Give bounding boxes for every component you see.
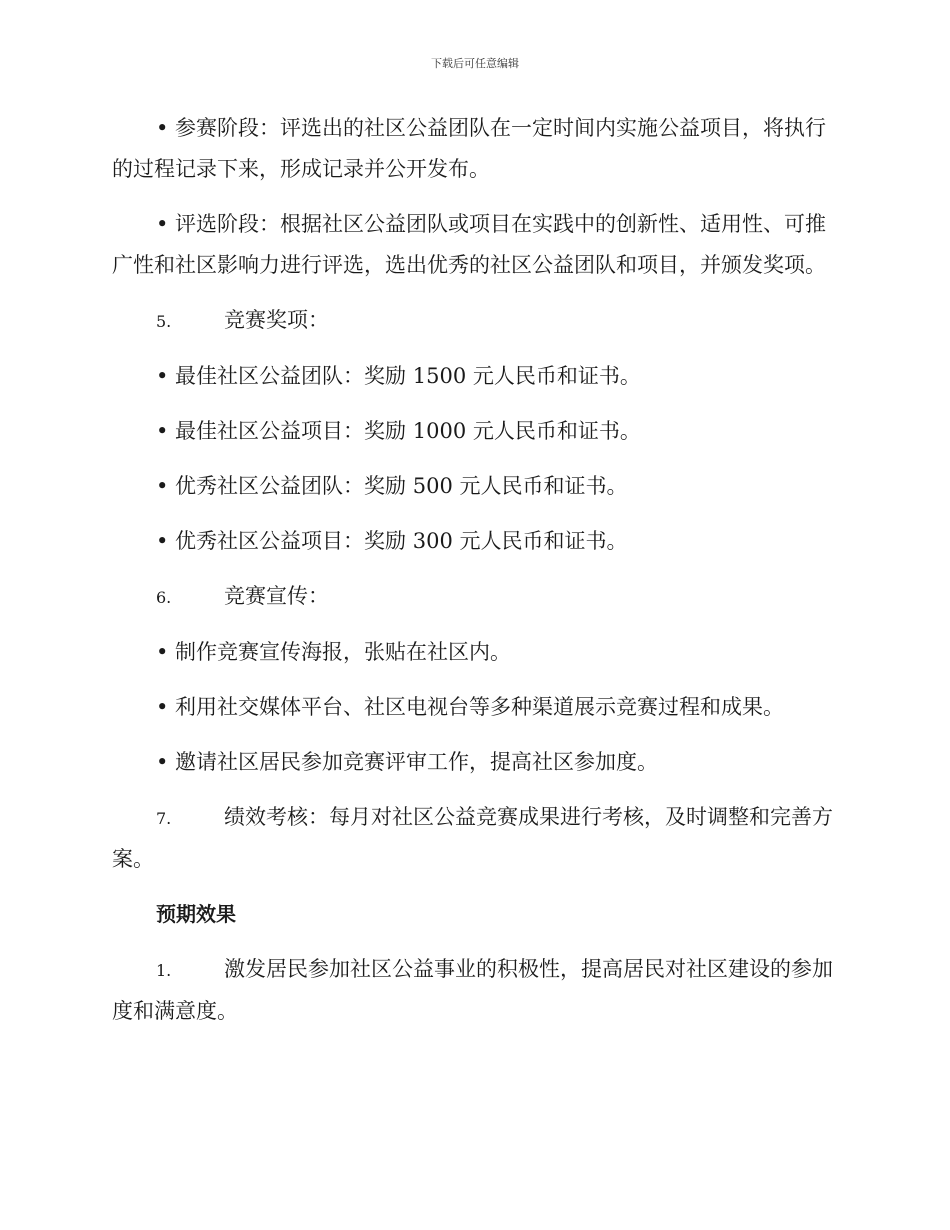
- section-5-title: 竞赛奖项：: [224, 308, 329, 332]
- section-7-text: 绩效考核：每月对社区公益竞赛成果进行考核，及时调整和完善方案。: [112, 805, 833, 871]
- award-item: • 最佳社区公益项目：奖励 1000 元人民币和证书。: [156, 419, 641, 443]
- section-5-number: 5.: [156, 312, 172, 331]
- publicity-item: • 制作竞赛宣传海报，张贴在社区内。: [156, 640, 512, 664]
- effect-item-1-number: 1.: [156, 961, 172, 980]
- page-header: 下载后可任意编辑: [431, 57, 519, 70]
- section-6-heading: [112, 576, 834, 618]
- publicity-item: • 利用社交媒体平台、社区电视台等多种渠道展示竞赛过程和成果。: [156, 695, 785, 719]
- award-item: • 最佳社区公益团队：奖励 1500 元人民币和证书。: [156, 364, 641, 388]
- expected-effects-heading: 预期效果: [156, 902, 236, 926]
- effect-item-1-text: 激发居民参加社区公益事业的积极性，提高居民对社区建设的参加度和满意度。: [112, 957, 833, 1023]
- section-6-title: 竞赛宣传：: [224, 584, 329, 608]
- document-body: [112, 108, 834, 1046]
- publicity-item: • 邀请社区居民参加竞赛评审工作，提高社区参加度。: [156, 750, 659, 774]
- section-7-number: 7.: [156, 809, 172, 828]
- section-5-heading: [112, 300, 834, 342]
- award-item: • 优秀社区公益项目：奖励 300 元人民币和证书。: [156, 529, 628, 553]
- stage-item-participation: • 参赛阶段：评选出的社区公益团队在一定时间内实施公益项目，将执行的过程记录下来，形成记录并公开发布。: [112, 116, 827, 181]
- stage-item-selection: • 评选阶段：根据社区公益团队或项目在实践中的创新性、适用性、可推广性和社区影响力进行评选，选出优秀的社区公益团队和项目，并颁发奖项。: [112, 212, 827, 277]
- award-item: • 优秀社区公益团队：奖励 500 元人民币和证书。: [156, 474, 628, 498]
- section-7-paragraph: [112, 797, 834, 880]
- effect-item-1: [112, 949, 834, 1032]
- section-6-number: 6.: [156, 588, 172, 607]
